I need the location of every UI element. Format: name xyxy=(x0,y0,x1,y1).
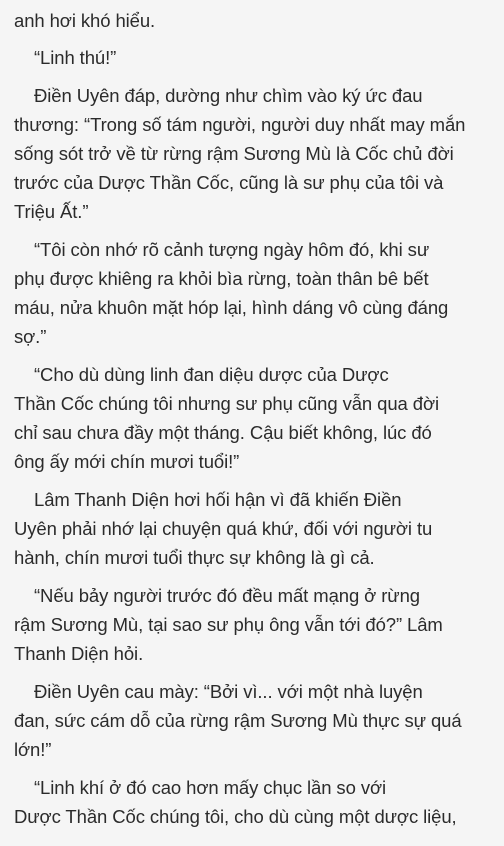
text-line: ông ấy mới chín mươi tuổi!” xyxy=(14,451,240,472)
paragraph-8 xyxy=(14,677,490,764)
paragraph-7 xyxy=(14,581,490,668)
text-line: rậm Sương Mù, tại sao sư phụ ông vẫn tới đó?” Lâm xyxy=(14,614,443,635)
text-line: trước của Dược Thần Cốc, cũng là sư phụ của tôi và xyxy=(14,172,444,193)
paragraph-9 xyxy=(14,773,490,831)
paragraph-6 xyxy=(14,485,490,572)
paragraph-5 xyxy=(14,360,490,476)
text-line: “Tôi còn nhớ rõ cảnh tượng ngày hôm đó, khi sư xyxy=(34,239,430,260)
text-line: lớn!” xyxy=(14,739,52,760)
text-line: Uyên phải nhớ lại chuyện quá khứ, đối với người tu xyxy=(14,518,433,539)
text-line: thương: “Trong số tám người, người duy nhất may mắn xyxy=(14,114,466,135)
text-line: phụ được khiêng ra khỏi bìa rừng, toàn thân bê bết xyxy=(14,268,429,289)
text-line: Thần Cốc chúng tôi nhưng sư phụ cũng vẫn qua đời xyxy=(14,393,439,414)
paragraph-2 xyxy=(14,43,490,72)
text-line: chỉ sau chưa đầy một tháng. Cậu biết không, lúc đó xyxy=(14,422,432,443)
text-line: anh hơi khó hiểu. xyxy=(14,10,156,31)
text-line: Triệu Ất.” xyxy=(14,201,89,222)
text-line: Lâm Thanh Diện hơi hối hận vì đã khiến Điền xyxy=(34,489,402,510)
text-line: “Cho dù dùng linh đan diệu dược của Dược xyxy=(34,364,389,385)
text-line: hành, chín mươi tuổi thực sự không là gì cả. xyxy=(14,547,375,568)
paragraph-4 xyxy=(14,235,490,351)
text-line: “Linh thú!” xyxy=(34,47,117,68)
paragraph-3 xyxy=(14,81,490,226)
paragraph-1 xyxy=(14,6,490,35)
text-line: “Linh khí ở đó cao hơn mấy chục lần so với xyxy=(34,777,387,798)
text-line: sống sót trở về từ rừng rậm Sương Mù là Cốc chủ đời xyxy=(14,143,454,164)
text-line: Dược Thần Cốc chúng tôi, cho dù cùng một dược liệu, xyxy=(14,806,457,827)
text-line: “Nếu bảy người trước đó đều mất mạng ở rừng xyxy=(34,585,420,606)
text-line: máu, nửa khuôn mặt hóp lại, hình dáng vô cùng đáng xyxy=(14,297,449,318)
text-line: Điền Uyên cau mày: “Bởi vì... với một nhà luyện xyxy=(34,681,423,702)
text-line: đan, sức cám dỗ của rừng rậm Sương Mù thực sự quá xyxy=(14,710,462,731)
text-line: Thanh Diện hỏi. xyxy=(14,643,144,664)
text-line: Điền Uyên đáp, dường như chìm vào ký ức đau xyxy=(34,85,423,106)
text-line: sợ.” xyxy=(14,326,47,347)
